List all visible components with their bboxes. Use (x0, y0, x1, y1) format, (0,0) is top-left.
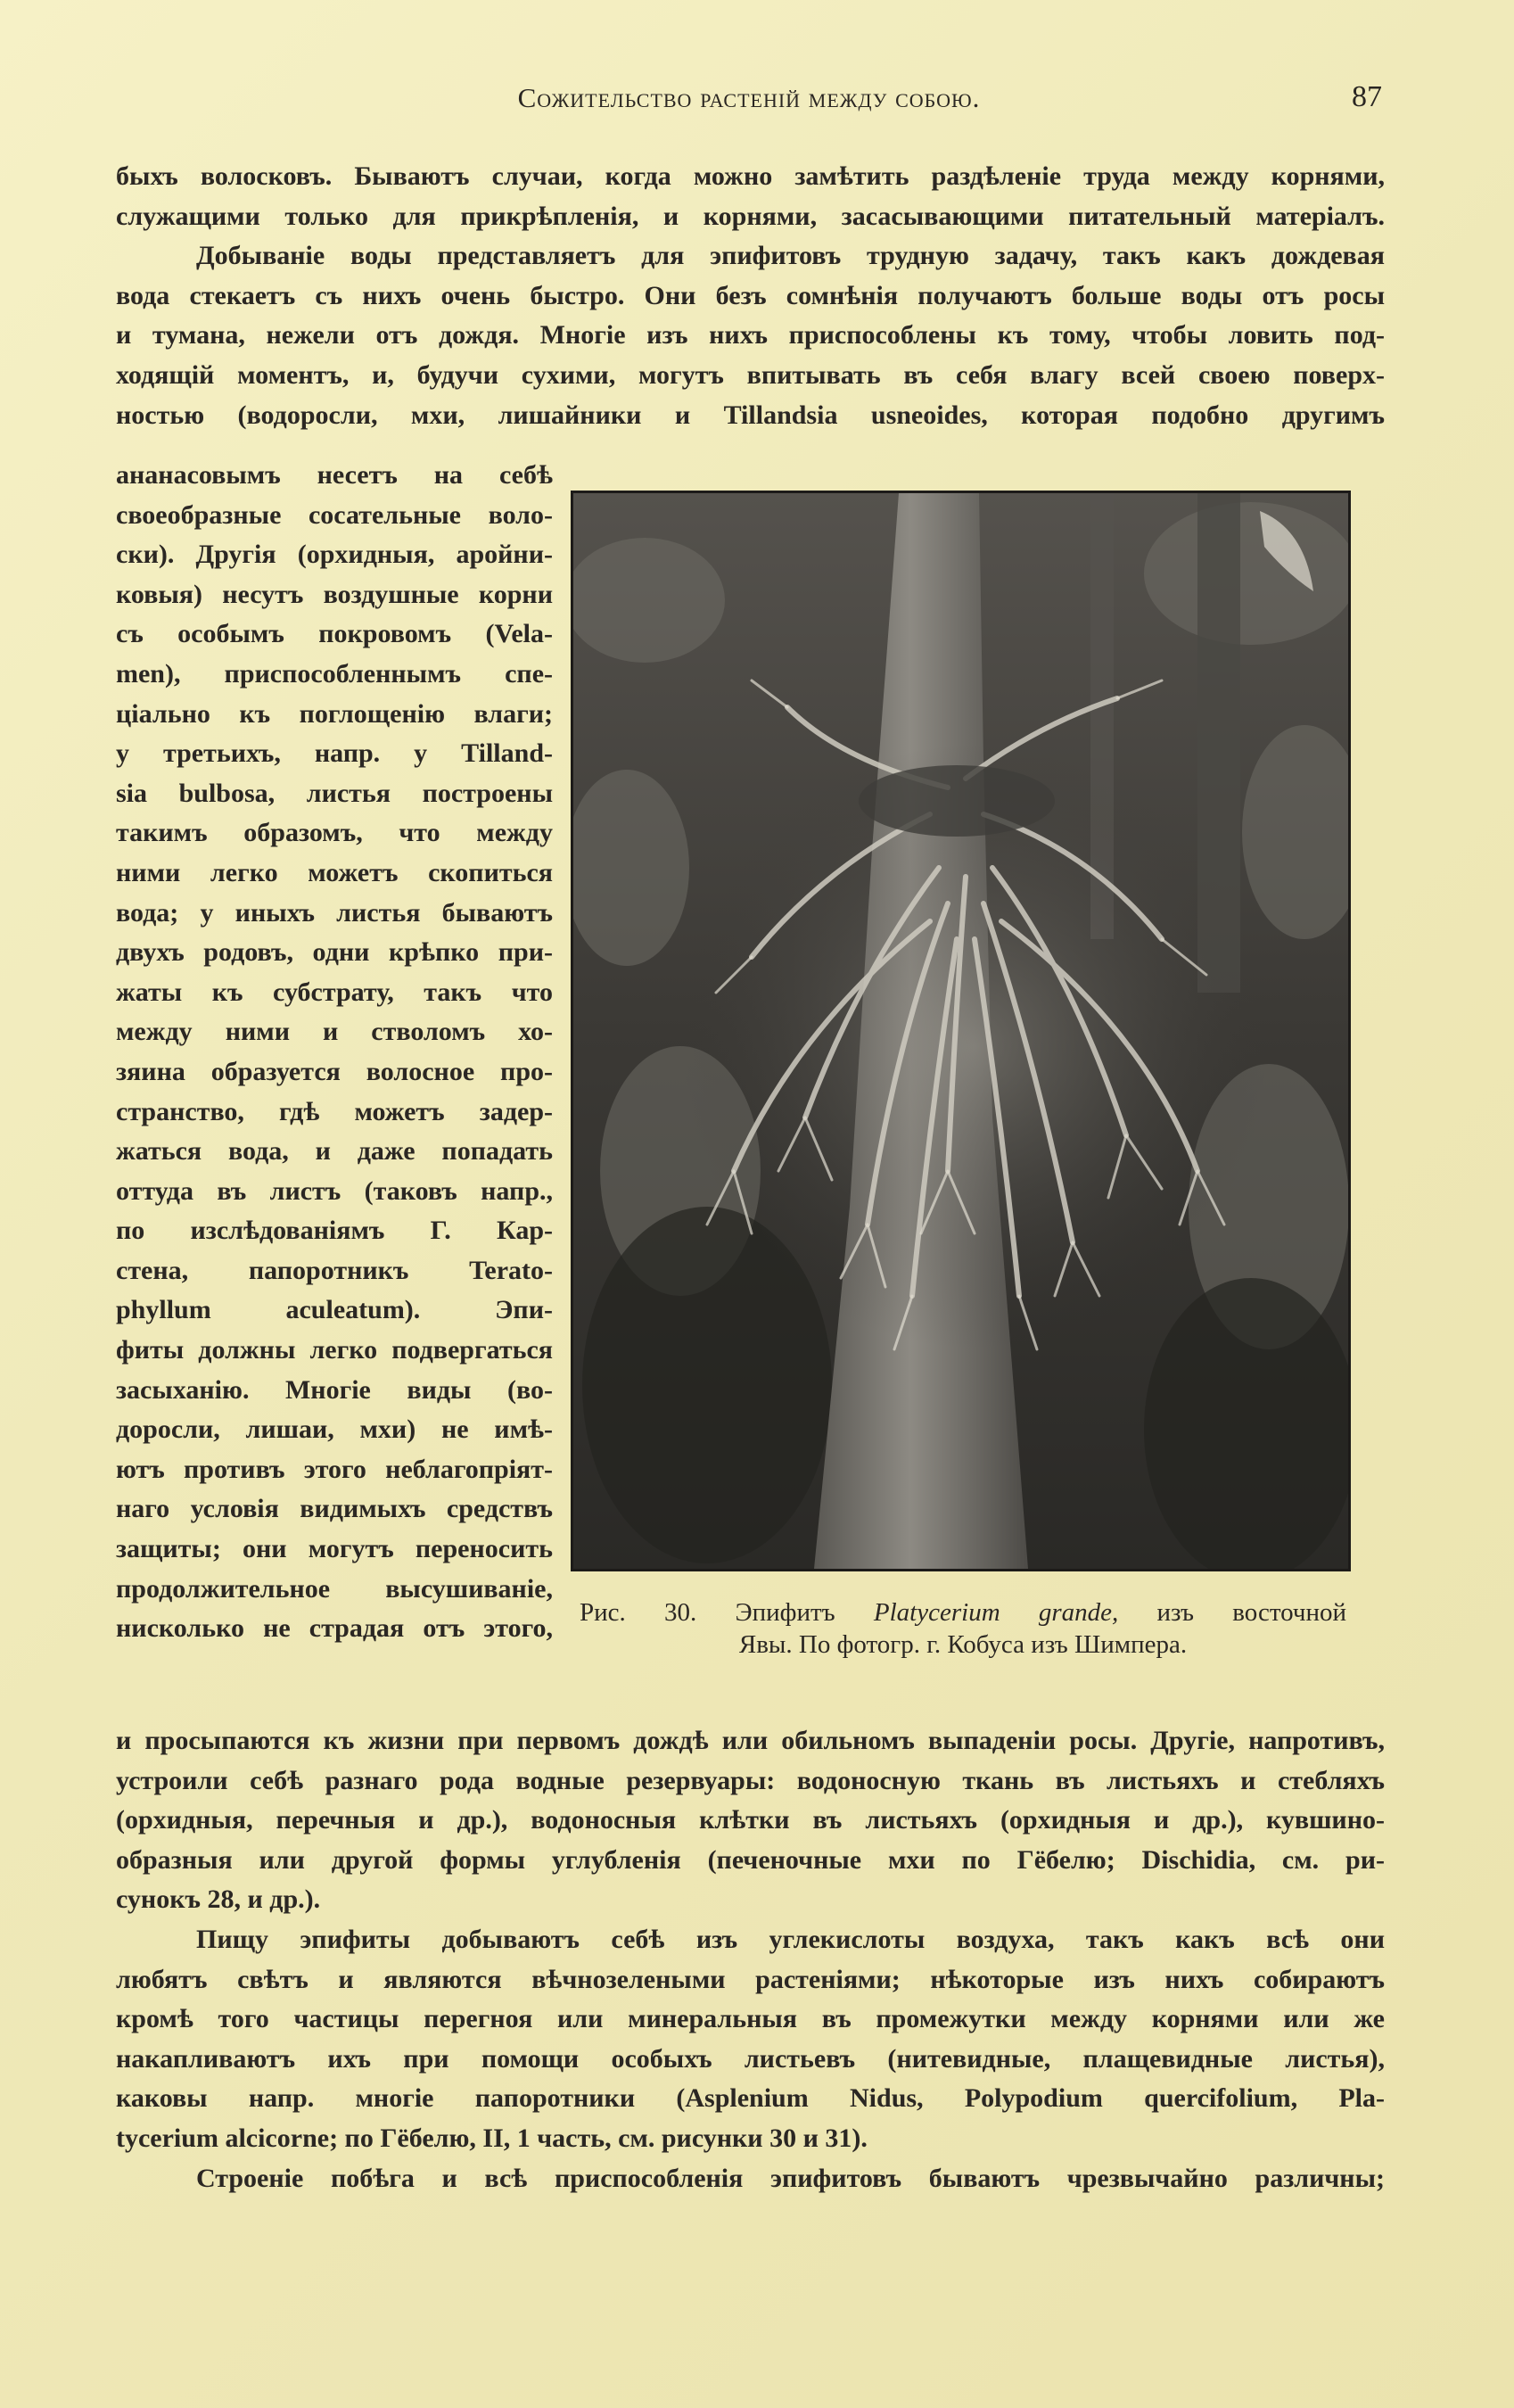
running-head (116, 82, 1382, 118)
side-line: ананасовымъ несетъ на себѣ (116, 460, 553, 490)
side-line: зяина образуется волосное про- (116, 1056, 553, 1086)
side-line: фиты должны легко подвергаться (116, 1335, 553, 1365)
epiphyte-photo-illustration (573, 493, 1348, 1569)
text-line: служащими только для прикрѣпленія, и корнями, засасывающими питательный матеріалъ. (116, 201, 1385, 231)
text-line: (орхидныя, перечныя и др.), водоносныя клѣтки въ листьяхъ (орхидныя и др.), кувшино- (116, 1805, 1385, 1835)
side-line: ютъ противъ этого неблагопріят- (116, 1454, 553, 1484)
text-line: ностью (водоросли, мхи, лишайники и Tillandsia usneoides, которая подобно другимъ (116, 400, 1385, 430)
bottom-text-block (116, 1721, 1385, 2198)
text-line: и просыпаются къ жизни при первомъ дождѣ или обильномъ выпаденіи росы. Другіе, напротивъ, (116, 1726, 1385, 1755)
text-line: Пищу эпифиты добываютъ себѣ изъ углекислоты воздуха, такъ какъ всѣ они (196, 1924, 1385, 1954)
side-line: men), приспособленнымъ спе- (116, 658, 553, 689)
side-line: жаться вода, и даже попадать (116, 1136, 553, 1167)
side-line: phyllum aculeatum). Эпи- (116, 1295, 553, 1325)
caption-species: Platycerium grande, (873, 1598, 1119, 1627)
side-line: ціально къ поглощенію влаги; (116, 698, 553, 729)
text-line: кромѣ того частицы перегноя или минеральныя въ промежутки между корнями или же (116, 2004, 1385, 2034)
text-line: и тумана, нежели отъ дождя. Многіе изъ нихъ приспособлены къ тому, чтобы ловить под- (116, 320, 1385, 350)
text-line: любятъ свѣтъ и являются вѣчнозелеными растеніями; нѣкоторые изъ нихъ собираютъ (116, 1964, 1385, 1994)
top-text-block (116, 157, 1385, 435)
text-line: Строеніе побѣга и всѣ приспособленія эпифитовъ бываютъ чрезвычайно различны; (196, 2163, 1385, 2193)
side-line: между ними и стволомъ хо- (116, 1017, 553, 1047)
side-line: вода; у иныхъ листья бываютъ (116, 897, 553, 928)
side-line: такимъ образомъ, что между (116, 818, 553, 848)
text-line: вода стекаетъ съ нихъ очень быстро. Они безъ сомнѣнія получаютъ больше воды отъ росы (116, 280, 1385, 310)
running-title: Сожительство растеній между собою. (517, 82, 981, 113)
side-line: ски). Другія (орхидныя, аройни- (116, 540, 553, 570)
side-line: защиты; они могутъ переносить (116, 1534, 553, 1564)
text-line: сунокъ 28, и др.). (116, 1884, 321, 1915)
side-line: съ особымъ покровомъ (Vela- (116, 619, 553, 649)
figure-photo (571, 491, 1351, 1571)
side-line: доросли, лишаи, мхи) не имѣ- (116, 1414, 553, 1445)
side-line: ними легко можетъ скопиться (116, 857, 553, 887)
side-line: засыханію. Многіе виды (во- (116, 1374, 553, 1405)
side-line: продолжительное высушиваніе, (116, 1573, 553, 1604)
side-line: по изслѣдованіямъ Г. Кар- (116, 1216, 553, 1246)
side-line: своеобразные сосательные воло- (116, 499, 553, 530)
side-line: жаты къ субстрату, такъ что (116, 977, 553, 1007)
side-line: двухъ родовъ, одни крѣпко при- (116, 937, 553, 968)
side-line: оттуда въ листъ (таковъ напр., (116, 1175, 553, 1206)
side-line: наго условія видимыхъ средствъ (116, 1494, 553, 1524)
page-number: 87 (1352, 80, 1382, 113)
caption-suffix: изъ восточной (1118, 1598, 1347, 1627)
text-line: устроили себѣ разнаго рода водные резервуары: водоносную ткань въ листьяхъ и стебляхъ (116, 1765, 1385, 1795)
text-line: Добываніе воды представляетъ для эпифитовъ трудную задачу, такъ какъ дождевая (196, 241, 1385, 271)
text-line: накапливаютъ ихъ при помощи особыхъ листьевъ (нитевидные, плащевидные листья), (116, 2043, 1385, 2074)
text-line: образныя или другой формы углубленія (печеночные мхи по Гёбелю; Dischidia, см. ри- (116, 1844, 1385, 1875)
text-line: tycerium alcicorne; по Гёбелю, II, 1 часть, см. рисунки 30 и 31). (116, 2123, 868, 2153)
side-line: у третьихъ, напр. у Tilland- (116, 738, 553, 769)
side-line: стена, папоротникъ Terato- (116, 1255, 553, 1285)
caption-line: Явы. По фотогр. г. Кобуса изъ Шимпера. (738, 1630, 1188, 1659)
text-line: быхъ волосковъ. Бываютъ случаи, когда можно замѣтить раздѣленіе труда между корнями, (116, 161, 1385, 191)
side-line: ковыя) несутъ воздушные корни (116, 579, 553, 609)
side-text-column (116, 456, 553, 1649)
caption-prefix: Рис. 30. Эпифитъ (580, 1598, 874, 1627)
caption-line (580, 1596, 1346, 1629)
text-line: каковы напр. многіе папоротники (Asplenium Nidus, Polypodium quercifolium, Pla- (116, 2083, 1385, 2114)
figure-caption (580, 1596, 1346, 1661)
side-line: sia bulbosa, листья построены (116, 778, 553, 808)
side-line: странство, гдѣ можетъ задер- (116, 1096, 553, 1126)
text-line: ходящій моментъ, и, будучи сухими, могутъ впитывать въ себя влагу всей своею поверх- (116, 359, 1385, 390)
side-line: нисколько не страдая отъ этого, (116, 1613, 553, 1644)
